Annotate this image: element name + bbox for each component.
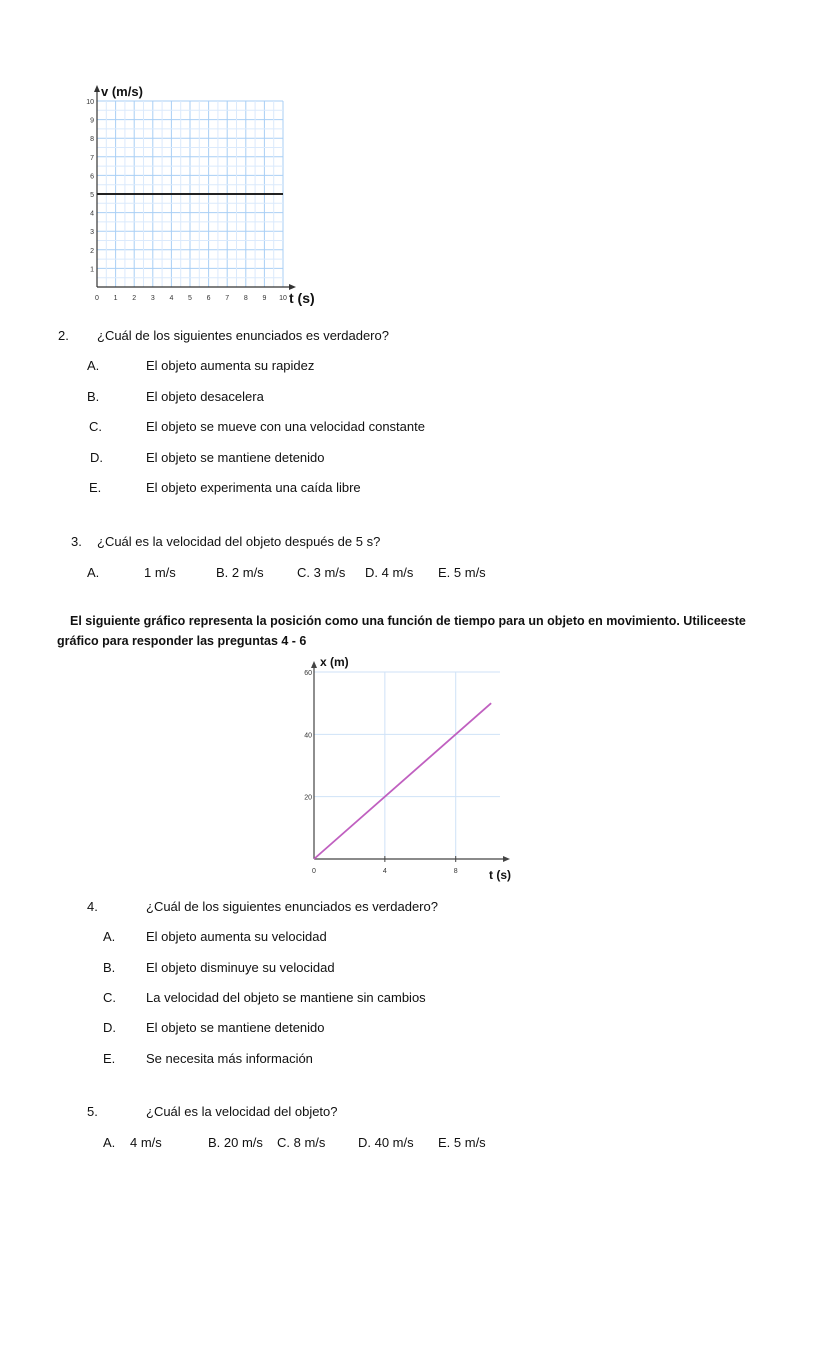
intro-line-1: El siguiente gráfico representa la posición como una función de tiempo para un objeto en movimiento. Utiliceeste xyxy=(70,614,746,628)
x-tick-label: 4 xyxy=(382,868,387,875)
x-tick-label: 8 xyxy=(453,868,458,875)
y-tick-label: 20 xyxy=(304,794,312,802)
q2-option-e-letter: E. xyxy=(89,480,102,495)
y-tick-label: 4 xyxy=(90,210,94,218)
y-tick-label: 6 xyxy=(90,173,94,181)
x-axis-label: t (s) xyxy=(289,290,315,306)
y-axis-arrow xyxy=(94,85,100,92)
q4-option-d-text: El objeto se mantiene detenido xyxy=(146,1020,325,1035)
x-axis-label: t (s) xyxy=(489,868,511,882)
q5-option-c: C. 8 m/s xyxy=(277,1135,326,1150)
q3-question: ¿Cuál es la velocidad del objeto después de 5 s? xyxy=(97,534,381,549)
q5-option-d: D. 40 m/s xyxy=(358,1135,414,1150)
y-tick-label: 60 xyxy=(304,670,312,677)
y-tick-label: 3 xyxy=(90,229,94,237)
q4-option-b-text: El objeto disminuye su velocidad xyxy=(146,960,335,975)
q5-number: 5. xyxy=(87,1104,98,1119)
x-tick-label: 0 xyxy=(95,295,99,302)
q4-option-a-letter: A. xyxy=(103,929,116,944)
q2-option-d-text: El objeto se mantiene detenido xyxy=(146,450,325,465)
y-tick-label: 10 xyxy=(86,99,94,106)
q4-option-e-text: Se necesita más información xyxy=(146,1051,313,1066)
q4-question: ¿Cuál de los siguientes enunciados es verdadero? xyxy=(146,899,438,914)
y-tick-label: 9 xyxy=(90,117,94,125)
series-line-position xyxy=(314,703,491,859)
x-tick-label: 9 xyxy=(262,295,267,302)
x-axis-arrow xyxy=(503,856,510,862)
x-tick-label: 4 xyxy=(169,295,174,302)
q5-option-e: E. 5 m/s xyxy=(438,1135,486,1150)
y-tick-label: 7 xyxy=(90,154,94,162)
q2-option-d-letter: D. xyxy=(90,450,103,465)
x-tick-label: 1 xyxy=(113,295,118,302)
y-tick-label: 40 xyxy=(304,732,312,740)
q2-option-a-letter: A. xyxy=(87,358,100,373)
q4-option-c-letter: C. xyxy=(103,990,116,1005)
y-tick-label: 8 xyxy=(90,136,94,144)
q4-option-d-letter: D. xyxy=(103,1020,116,1035)
q2-number: 2. xyxy=(58,328,69,343)
x-tick-label: 7 xyxy=(225,295,230,302)
y-tick-label: 5 xyxy=(90,192,94,199)
q2-option-b-letter: B. xyxy=(87,389,100,404)
velocity-time-chart xyxy=(0,0,330,315)
x-tick-label: 8 xyxy=(243,295,248,302)
q3-option-c: C. 3 m/s xyxy=(297,565,346,580)
q3-number: 3. xyxy=(71,534,82,549)
q3-option-d: D. 4 m/s xyxy=(365,565,414,580)
q2-option-e-text: El objeto experimenta una caída libre xyxy=(146,480,361,495)
q5-option-a-letter: A. xyxy=(103,1135,116,1150)
q5-option-b: B. 20 m/s xyxy=(208,1135,263,1150)
x-tick-label: 10 xyxy=(279,295,287,302)
x-tick-label: 5 xyxy=(188,295,192,302)
x-tick-label: 6 xyxy=(206,295,211,302)
q2-option-c-letter: C. xyxy=(89,419,102,434)
q4-option-e-letter: E. xyxy=(103,1051,116,1066)
q3-option-b: B. 2 m/s xyxy=(216,565,264,580)
x-tick-label: 3 xyxy=(150,295,155,302)
intro-line-2: gráfico para responder las preguntas 4 - 6 xyxy=(57,634,307,648)
q4-number: 4. xyxy=(87,899,98,914)
q2-question: ¿Cuál de los siguientes enunciados es verdadero? xyxy=(97,328,389,343)
q2-option-a-text: El objeto aumenta su rapidez xyxy=(146,358,315,373)
q3-option-e: E. 5 m/s xyxy=(438,565,486,580)
q3-option-a-text: 1 m/s xyxy=(144,565,176,580)
y-axis-arrow xyxy=(311,661,317,668)
y-axis-label: x (m) xyxy=(320,655,349,669)
y-tick-label: 1 xyxy=(90,266,94,274)
y-axis-label: v (m/s) xyxy=(101,84,143,99)
q3-option-a-letter: A. xyxy=(87,565,100,580)
position-time-chart xyxy=(280,648,530,888)
q2-option-b-text: El objeto desacelera xyxy=(146,389,264,404)
x-tick-label: 2 xyxy=(132,295,137,302)
q5-question: ¿Cuál es la velocidad del objeto? xyxy=(146,1104,338,1119)
q5-option-a-text: 4 m/s xyxy=(130,1135,162,1150)
q2-option-c-text: El objeto se mueve con una velocidad constante xyxy=(146,419,425,434)
q4-option-a-text: El objeto aumenta su velocidad xyxy=(146,929,327,944)
q4-option-b-letter: B. xyxy=(103,960,116,975)
y-tick-label: 2 xyxy=(90,247,94,255)
q4-option-c-text: La velocidad del objeto se mantiene sin cambios xyxy=(146,990,426,1005)
x-tick-label: 0 xyxy=(312,868,316,875)
